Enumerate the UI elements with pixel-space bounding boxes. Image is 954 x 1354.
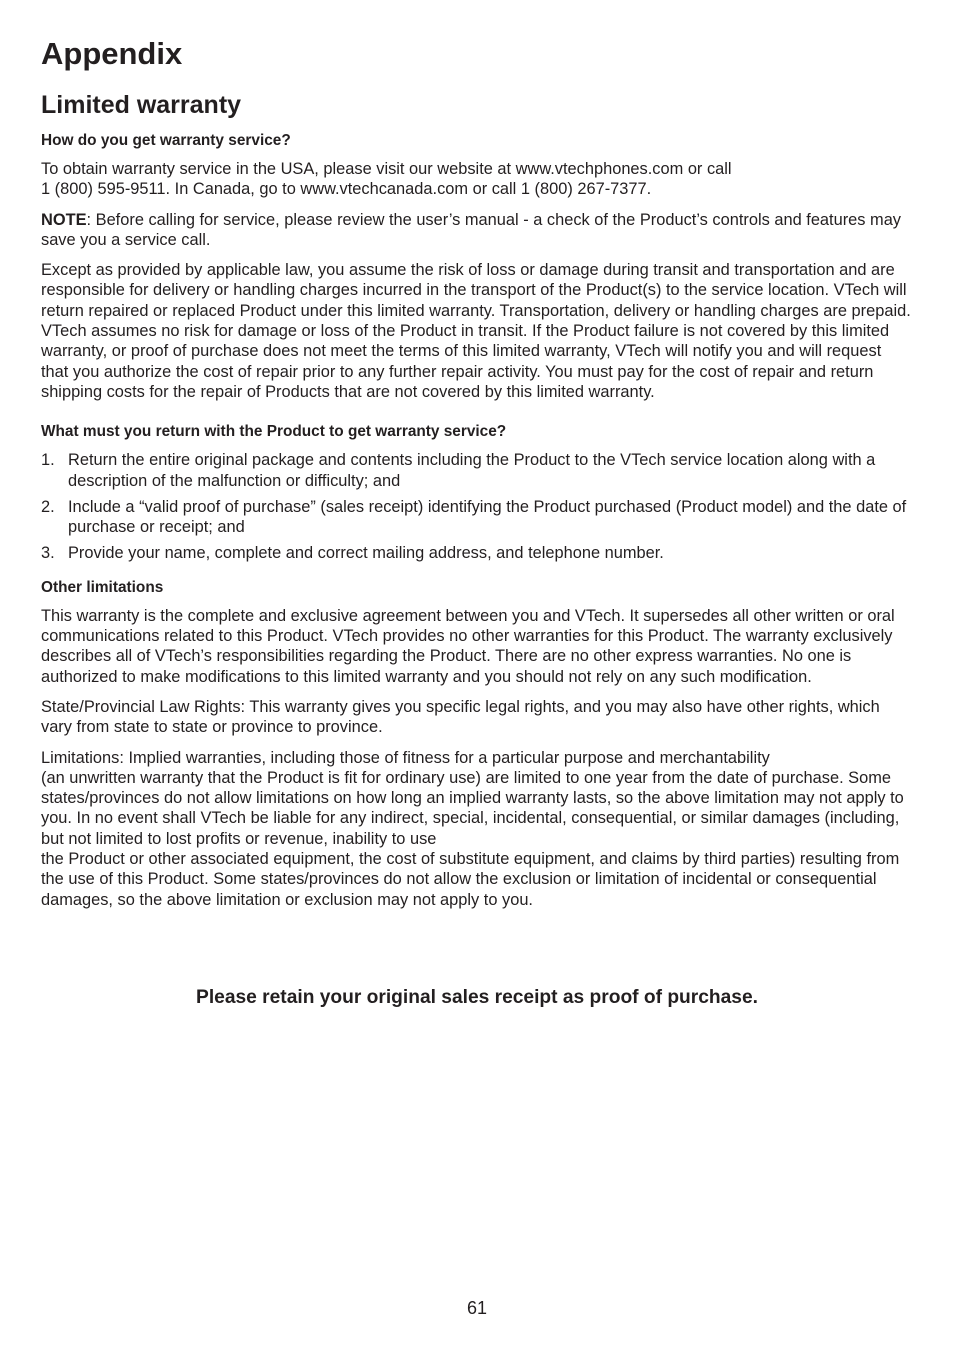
note-label: NOTE [41,210,87,229]
warranty-service-contact [41,159,913,200]
limitations-line-3: the Product or other associated equipment, the cost of substitute equipment, and claims by third parties) resulting from the use of this Product. Some states/provinces do not allow the exclusion or limitation of incidental or consequential damages, so the above limitation or exclusion may not apply to you. [41,850,900,909]
page-title: Appendix [41,36,183,71]
list-item [41,450,913,491]
note-paragraph [41,210,913,251]
return-requirements-list [41,450,913,563]
list-item-number: 2. [41,497,55,516]
agreement-paragraph: This warranty is the complete and exclusive agreement between you and VTech. It supersedes all other written or oral communications related to this Product. VTech provides no other warranties for this Product. The warranty exclusively describes all of VTech’s responsibilities regarding the Product. There are no other express warranties. No one is authorized to make modifications to this limited warranty and you should not rely on any such modification. [41,606,895,686]
transit-paragraph: Except as provided by applicable law, you assume the risk of loss or damage during transit and transportation and are responsible for delivery or handling charges incurred in the transport of the Product(s) to the service location. VTech will return repaired or replaced Product under this limited warranty. Transportation, delivery or handling charges are prepaid. VTech assumes no risk for damage or loss of the Product in transit. If the Product failure is not covered by this limited warranty, or proof of purchase does not meet the terms of this limited warranty, VTech will notify you and will request that you authorize the cost of repair prior to any further repair activity. You must pay for the cost of repair and return shipping costs for the repair of Products that are not covered by this limited warranty. [41,261,911,401]
contact-line-2: 1 (800) 595-9511. In Canada, go to www.vtechcanada.com or call 1 (800) 267-7377. [41,180,652,199]
section-title: Limited warranty [41,91,242,119]
list-item-number: 3. [41,544,55,563]
contact-line-1: To obtain warranty service in the USA, please visit our website at www.vtechphones.com or call [41,160,732,178]
warranty-service-heading: How do you get warranty service? [41,132,291,149]
return-requirements-heading: What must you return with the Product to get warranty service? [41,423,507,441]
list-item [41,543,913,563]
list-item-text: Provide your name, complete and correct mailing address, and telephone number. [68,544,664,563]
other-limitations-heading: Other limitations [41,578,164,596]
law-rights-paragraph: State/Provincial Law Rights: This warranty gives you specific legal rights, and you may also have other rights, which vary from state to state or province to province. [41,697,880,737]
retain-receipt-notice: Please retain your original sales receipt as proof of purchase. [196,987,758,1008]
note-text: : Before calling for service, please review the user’s manual - a check of the Product’s controls and features may save you a service call. [41,210,902,249]
warranty-body [41,131,913,920]
limitations-paragraph [41,748,913,910]
list-item-text: Return the entire original package and contents including the Product to the VTech service location along with a description of the malfunction or difficulty; and [68,451,876,490]
list-item-text: Include a “valid proof of purchase” (sales receipt) identifying the Product purchased (Product model) and the date of purchase or receipt; and [68,497,907,537]
limitations-line-2: (an unwritten warranty that the Product is fit for ordinary use) are limited to one year from the date of purchase. Some states/provinces do not allow limitations on how long an implied warranty lasts, so the above limitation may not apply to you. In no event shall VTech be liable for any indirect, special, incidental, consequential, or similar damages (including, but not limited to lost profits or revenue, inability to use [41,768,904,848]
list-item [41,497,913,538]
page-number: 61 [466,1298,488,1318]
list-item-number: 1. [41,451,55,470]
limitations-line-1: Limitations: Implied warranties, including those of fitness for a particular purpose and merchantability [41,748,770,767]
